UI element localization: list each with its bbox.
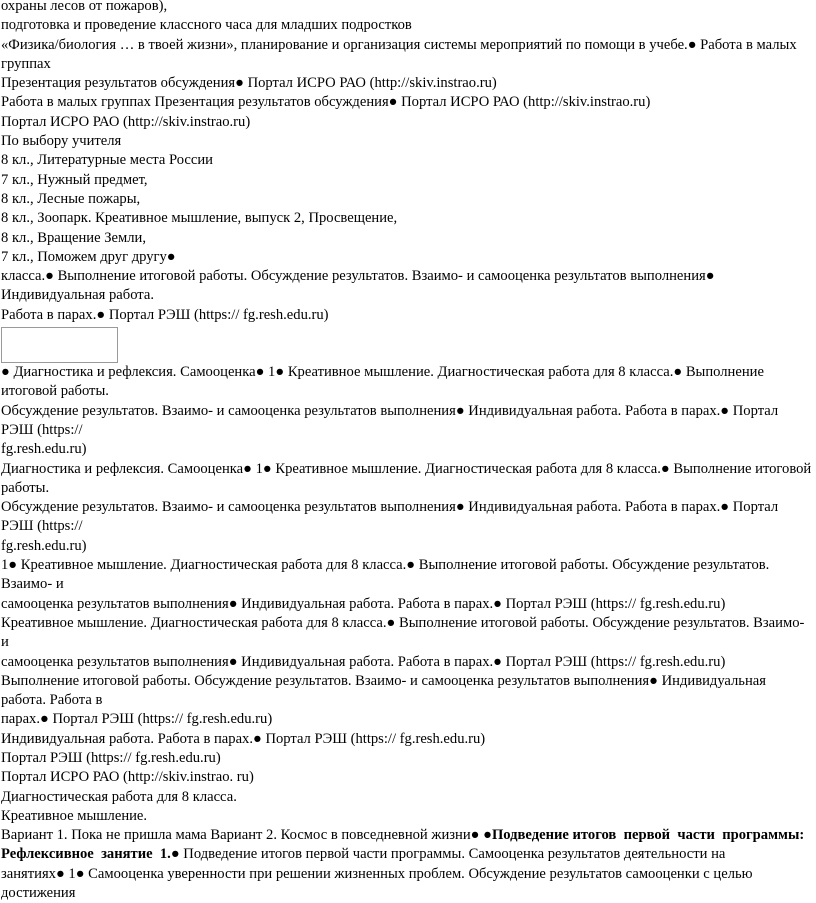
text-line: 8 кл., Вращение Земли, bbox=[1, 229, 146, 246]
text-line: ● Диагностика и рефлексия. Самооценка● 1● Креативное мышление. Диагностическая работа для 8 класса.● Выполнение итоговой работы. bbox=[1, 364, 768, 400]
text-line: Портал РЭШ (https:// fg.resh.edu.ru) bbox=[1, 749, 221, 766]
text-line: 8 кл., Зоопарк. Креативное мышление, выпуск 2, Просвещение, bbox=[1, 210, 398, 227]
section-heading: Подведение итогов первой части программы: bbox=[491, 827, 805, 844]
text-line: занятиях● 1● Самооценка уверенности при решении жизненных проблем. Обсуждение результатов самооценки с целью достижения bbox=[1, 865, 757, 902]
text-line: Портал ИСРО РАО (http://skiv.instrao. ru) bbox=[1, 769, 254, 786]
text-line: «Физика/биология … в твоей жизни», планирование и организация системы мероприятий по помощи в учебе.● Работа в малых группах bbox=[1, 36, 801, 72]
text-line: Презентация результатов обсуждения● Портал ИСРО РАО (http://skiv.instrao.ru) bbox=[1, 75, 497, 92]
text-line: 7 кл., Поможем друг другу● bbox=[1, 248, 176, 265]
text-line: Портал ИСРО РАО (http://skiv.instrao.ru) bbox=[1, 113, 251, 130]
text-line: самооценка результатов выполнения● Индивидуальная работа. Работа в парах.● Портал РЭШ (https:// fg.resh.edu.ru) bbox=[1, 595, 726, 612]
text-line: fg.resh.edu.ru) bbox=[1, 441, 87, 458]
text-line: Выполнение итоговой работы. Обсуждение результатов. Взаимо- и самооценка результатов выполнения● Индивидуальная работа. Работа в bbox=[1, 672, 770, 709]
text-line: Работа в малых группах Презентация результатов обсуждения● Портал ИСРО РАО (http://skiv.instrao.ru) bbox=[1, 94, 651, 111]
text-line: 1● Креативное мышление. Диагностическая работа для 8 класса.● Выполнение итоговой работы. Обсуждение результатов. Взаимо- и bbox=[1, 557, 773, 593]
text-line: парах.● Портал РЭШ (https:// fg.resh.edu.ru) bbox=[1, 711, 273, 728]
variant-line bbox=[0, 826, 812, 845]
text-line: самооценка результатов выполнения● Индивидуальная работа. Работа в парах.● Портал РЭШ (https:// fg.resh.edu.ru) bbox=[1, 653, 726, 670]
text-line: Диагностика и рефлексия. Самооценка● 1● Креативное мышление. Диагностическая работа для 8 класса.● Выполнение итоговой работы. bbox=[1, 460, 815, 496]
text-line: Обсуждение результатов. Взаимо- и самооценка результатов выполнения● Индивидуальная работа. Работа в парах.● Портал РЭШ (https:// bbox=[1, 499, 782, 535]
text-line: fg.resh.edu.ru) bbox=[1, 537, 87, 554]
reflection-line bbox=[0, 845, 812, 864]
text-line: Креативное мышление. Диагностическая работа для 8 класса.● Выполнение итоговой работы. Обсуждение результатов. Взаимо- и bbox=[1, 614, 809, 651]
text-line: Обсуждение результатов. Взаимо- и самооценка результатов выполнения● Индивидуальная работа. Работа в парах.● Портал РЭШ (https:// bbox=[1, 402, 782, 438]
empty-table-cell bbox=[1, 327, 118, 363]
text-block-top bbox=[0, 0, 812, 325]
text-line: 8 кл., Лесные пожары, bbox=[1, 190, 141, 207]
text-line: Диагностическая работа для 8 класса. bbox=[1, 788, 237, 805]
reflection-heading: Рефлексивное занятие 1. bbox=[1, 846, 171, 863]
text-line: Работа в парах.● Портал РЭШ (https:// fg.resh.edu.ru) bbox=[1, 306, 329, 323]
text-line: По выбору учителя bbox=[1, 133, 122, 150]
text-line: Индивидуальная работа. Работа в парах.● Портал РЭШ (https:// fg.resh.edu.ru) bbox=[1, 730, 486, 747]
text-line: 7 кл., Нужный предмет, bbox=[1, 171, 148, 188]
text-line: охраны лесов от пожаров), bbox=[1, 0, 168, 14]
text-line: подготовка и проведение классного часа для младших подростков bbox=[1, 17, 412, 34]
text-line: класса.● Выполнение итоговой работы. Обсуждение результатов. Взаимо- и самооценка результатов выполнения● Индивидуальная работа. bbox=[1, 268, 719, 304]
variant-text: Вариант 1. Пока не пришла мама Вариант 2. Космос в повседневной жизни● ● bbox=[1, 827, 492, 844]
text-line: Креативное мышление. bbox=[1, 807, 148, 824]
text-line: 8 кл., Литературные места России bbox=[1, 152, 213, 169]
reflection-text: ● Подведение итогов первой части программы. Самооценка результатов деятельности на bbox=[170, 846, 726, 863]
text-block-bottom bbox=[0, 363, 815, 903]
